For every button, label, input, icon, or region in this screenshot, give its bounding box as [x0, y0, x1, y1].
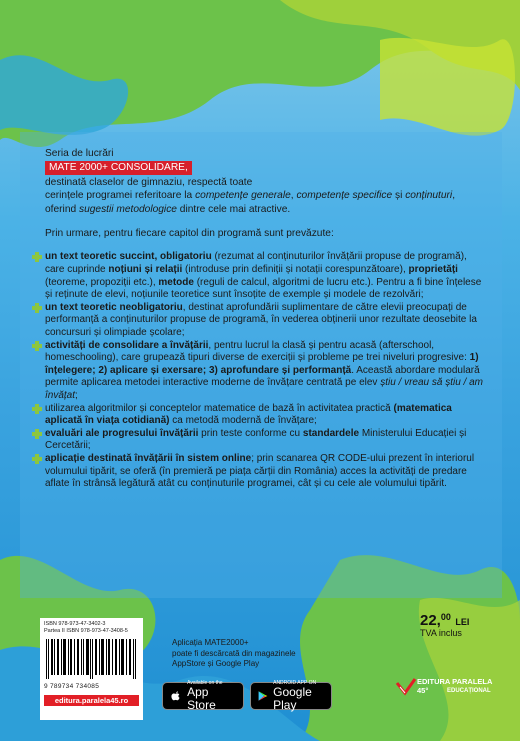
publisher-subtitle: EDUCAȚIONAL: [447, 688, 491, 694]
app-store-small-label: Available on the: [187, 680, 223, 686]
publisher-mark-icon: [395, 677, 417, 699]
list-item: aplicație destinată învățării în sistem online; prin scanarea QR CODE-ului prezent în interiorul volumului tipărit, se oferă (în premieră pe piața cărții din România) acces la activități de predare aflate în strânsă legătură atât cu conținuturile programei, cât și cu cele ale volumului tipărit.: [45, 453, 485, 491]
price-decimals: 00: [440, 612, 451, 622]
publisher-name: EDITURA PARALELA 45°: [417, 677, 493, 695]
google-play-button[interactable]: [250, 682, 332, 710]
intro: [45, 147, 485, 216]
intro-line-1: Seria de lucrări: [45, 148, 114, 159]
barcode: [44, 639, 139, 679]
list-item: evaluări ale progresului învățării prin teste conforme cu standardele Ministerului Educației și Cercetării;: [45, 428, 485, 453]
list-item: un text teoretic succint, obligatoriu (rezumat al conținuturilor învățării propuse de programă), care cuprinde noțiuni și relații (introduse prin definiții și notații corespunzătoare), proprietăți (teoreme, propoziții etc.), metode (reguli de calcul, algoritmi de lucru etc.). Pentru a fi bine înțelese și reținute de elevi, noțiunile teoretice sunt însoțite de exemple și modele de rezolvări;: [45, 251, 485, 301]
plus-icon: [32, 341, 42, 351]
isbn-box: [40, 618, 143, 720]
list-item: activități de consolidare a învățării, pentru lucrul la clasă și pentru acasă (afterschool, homeschooling), care grupează tipuri diverse de exerciții și probleme pe trei niveluri progresive: 1) înțelegere; 2) aplicare și exersare; 3) aprofundare și performanță. Această abordare modulară permite aplicarea metodei interactive moderne de învățare centrată pe elev știu / vreau să știu / am învățat;: [45, 340, 485, 403]
app-info-line-3: AppStore și Google Play: [172, 659, 260, 668]
list-item: un text teoretic neobligatoriu, destinat aprofundării suplimentare de către elevii preocupați de performanță a conținuturilor propuse de programă, în vederea obținerii unor rezultate deosebite la concursuri și olimpiade școlare;: [45, 302, 485, 340]
plus-icon: [32, 252, 42, 262]
price-value: 22,: [420, 612, 441, 629]
plus-icon: [32, 429, 42, 439]
plus-icon: [32, 303, 42, 313]
publisher-website[interactable]: editura.paralela45.ro: [44, 695, 139, 706]
apple-icon: [169, 689, 182, 703]
google-play-label: Google Play: [273, 685, 312, 712]
app-store-button[interactable]: [162, 682, 244, 710]
isbn-line-2: Partea II ISBN 978-973-47-3408-5: [44, 628, 128, 634]
series-name: MATE 2000+ CONSOLIDARE,: [45, 161, 192, 174]
isbn-line-1: ISBN 978-973-47-3402-3: [44, 621, 106, 627]
barcode-digits: 9 789734 734085: [44, 683, 100, 690]
list-item: utilizarea algoritmilor și conceptelor matematice de bază în activitatea practică (matematica aplicată în viața cotidiană) ca metodă modernă de învățare;: [45, 403, 485, 428]
intro-line-3: cerințele programei referitoare la competențe generale, competențe specifice și conținuturi, oferind sugestii metodologice dintre cele mai atractive.: [45, 190, 456, 215]
intro-paragraph: Prin urmare, pentru fiecare capitol din programă sunt prevăzute:: [45, 228, 334, 240]
intro-line-2: destinată claselor de gimnaziu, respectă toate: [45, 176, 253, 188]
plus-icon: [32, 454, 42, 464]
features-list: [45, 251, 485, 490]
price-vat: TVA inclus: [420, 628, 462, 638]
app-store-label: App Store: [187, 685, 216, 712]
app-info-line-2: poate fi descărcată din magazinele: [172, 648, 296, 658]
google-play-small-label: ANDROID APP ON: [273, 680, 317, 686]
plus-icon: [32, 404, 42, 414]
publisher-logo: [395, 677, 505, 707]
google-play-icon: [257, 689, 268, 703]
description: [45, 147, 485, 491]
app-info-line-1: Aplicația MATE2000+: [172, 638, 249, 647]
price: [420, 612, 469, 638]
app-info: [172, 638, 296, 670]
price-currency: LEI: [455, 617, 470, 627]
